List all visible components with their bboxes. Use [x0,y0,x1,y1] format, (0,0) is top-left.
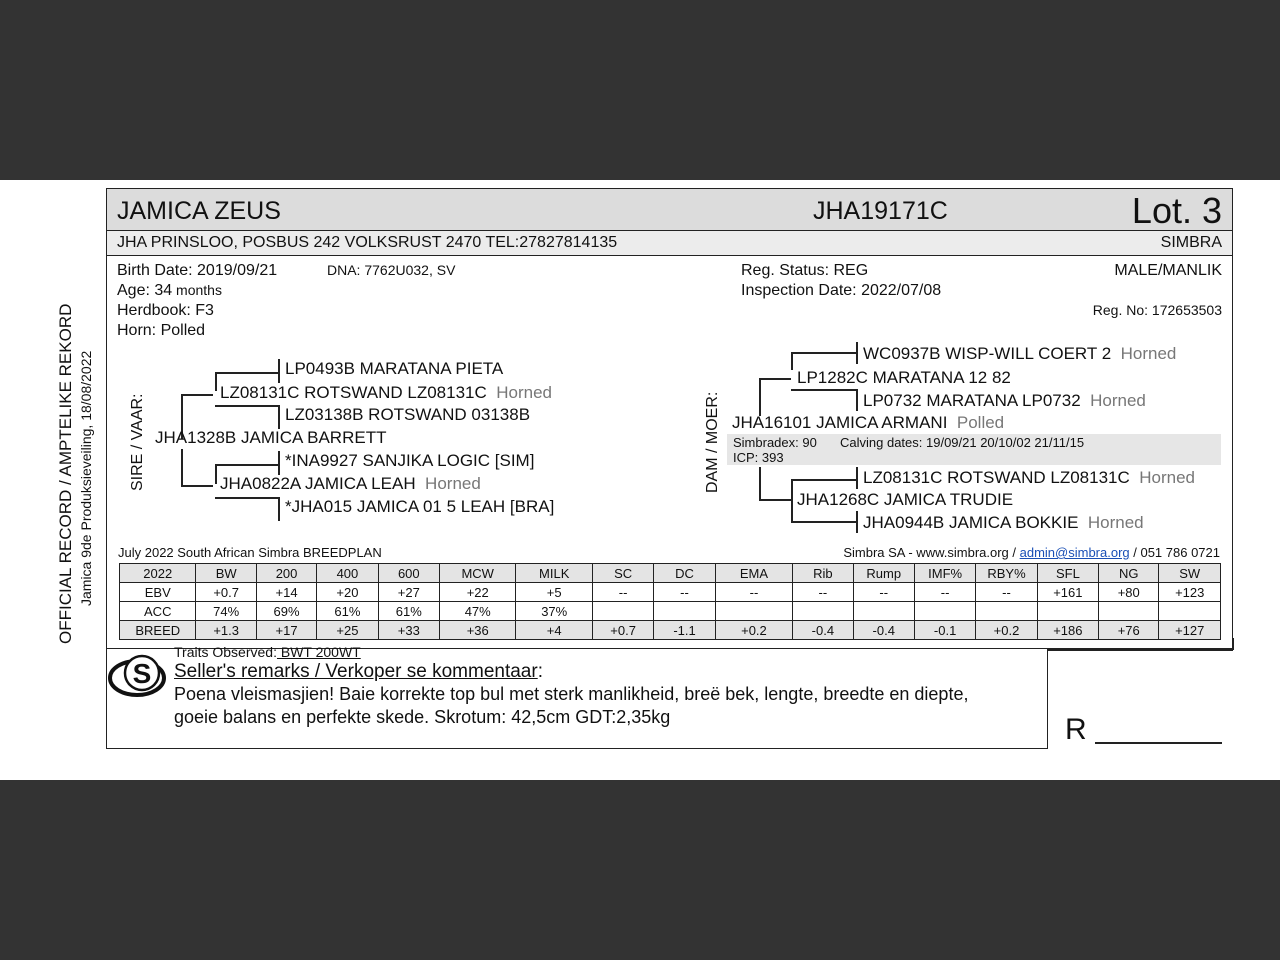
pedigree-line [215,372,278,374]
dam-simbradex: Simbradex: 90 [733,435,817,450]
sire-sire-sire: LP0493B MARATANA PIETA [285,359,504,378]
acc-cell [914,602,975,621]
acc-cell: 61% [378,602,439,621]
acc-cell [1099,602,1159,621]
sire-sire: LZ08131C ROTSWAND LZ08131C Horned [220,383,552,402]
pedigree-line [215,464,217,484]
ebv-cell: +0.7 [196,583,256,602]
simbra-logo-letter: S [132,658,152,689]
dam-label: DAM / MOER: [704,391,721,493]
acc-cell: 47% [439,602,515,621]
pedigree-line [278,405,280,429]
pedigree-line [278,359,280,383]
owner-bar [107,231,1232,256]
dam-sire-dam: LP0732 MARATANA LP0732 Horned [863,391,1146,410]
acc-cell: 37% [516,602,592,621]
header-cell: Rump [853,564,914,583]
ebv-cell: +20 [317,583,378,602]
pedigree-line [791,389,856,391]
remarks-line-1: Poena vleismasjien! Baie korrekte top bul met sterk manlikheid, breë bek, lengte, breedte en diepte, [174,684,969,704]
breed-cell: +36 [439,621,515,640]
pedigree-line [791,352,793,370]
email-link[interactable]: admin@simbra.org [1019,545,1130,560]
breed-cell: -0.1 [914,621,975,640]
acc-cell: 74% [196,602,256,621]
breed-cell: -0.4 [853,621,914,640]
breed-cell: -1.1 [654,621,715,640]
pedigree-line [215,464,278,466]
pedigree-line [791,479,856,481]
pedigree-line [856,342,858,364]
header-cell: Rib [793,564,853,583]
acc-cell: 69% [256,602,316,621]
pedigree-line [278,497,280,521]
sire-sire-dam: LZ03138B ROTSWAND 03138B [285,405,531,424]
ebv-table [119,563,1221,640]
auction-label: Jamica 9de Produksieveiling, 18/08/2022 [78,350,94,606]
title-bar [107,189,1232,231]
dam: JHA16101 JAMICA ARMANI Polled [732,413,1005,432]
breed-cell: +127 [1159,621,1221,640]
breed-row [120,621,1221,640]
acc-cell [853,602,914,621]
dam-sire: LP1282C MARATANA 12 82 [797,368,1011,387]
dam-stats-box [727,434,1221,465]
ebv-cell: +123 [1159,583,1221,602]
breed-cell: +76 [1099,621,1159,640]
simbra-logo [108,653,166,699]
dam-dam-sire: LZ08131C ROTSWAND LZ08131C Horned [863,468,1195,487]
reg-number: Reg. No: 172653503 [1092,302,1222,318]
dam-icp: ICP: 393 [733,450,784,465]
dam-sire-sire: WC0937B WISP-WILL COERT 2 Horned [863,344,1177,363]
birth-date: Birth Date: 2019/09/21 [117,262,278,279]
sire: JHA1328B JAMICA BARRETT [155,428,387,447]
pedigree-line [856,511,858,533]
ebv-cell: -- [853,583,914,602]
ebv-cell: -- [654,583,715,602]
header-cell: SC [592,564,653,583]
inspection-date: Inspection Date: 2022/07/08 [741,282,942,299]
ebv-cell: +5 [516,583,592,602]
acc-row [120,602,1221,621]
header-cell: MCW [439,564,515,583]
ebv-cell: +161 [1037,583,1098,602]
breed-label: SIMBRA [1160,234,1222,251]
herdbook: Herdbook: F3 [117,302,214,319]
breedplan-caption: July 2022 South African Simbra BREEDPLAN [118,545,382,560]
breed-cell: +33 [378,621,439,640]
breed-cell: +0.2 [976,621,1037,640]
pedigree-line [791,352,856,354]
price-prefix: R [1065,713,1087,746]
pedigree-line [215,405,278,407]
breed-cell: +4 [516,621,592,640]
sire-dam-dam: *JHA015 JAMICA 01 5 LEAH [BRA] [285,497,555,516]
dam-dam-dam: JHA0944B JAMICA BOKKIE Horned [863,513,1144,532]
breed-cell: +0.2 [715,621,792,640]
dam-calving-dates: Calving dates: 19/09/21 20/10/02 21/11/15 [840,435,1085,450]
pedigree-line [791,521,856,523]
price-field[interactable] [1095,742,1222,744]
header-cell: MILK [516,564,592,583]
acc-cell [715,602,792,621]
pedigree-line [759,499,791,501]
header-cell: SFL [1037,564,1098,583]
ebv-cell: -- [793,583,853,602]
dam-dam: JHA1268C JAMICA TRUDIE [797,490,1014,509]
age: Age: 34 months [117,282,222,299]
pedigree-line [791,479,793,521]
pedigree-line [181,485,213,487]
header-cell: NG [1099,564,1159,583]
pedigree-line [215,372,217,391]
header-cell: BW [196,564,256,583]
dna-info: DNA: 7762U032, SV [327,262,456,278]
pedigree-line [759,467,761,499]
ebv-cell: +14 [256,583,316,602]
ebv-cell: -- [976,583,1037,602]
header-cell: EMA [715,564,792,583]
lot-card [106,188,1233,649]
header-cell: RBY% [976,564,1037,583]
sex: MALE/MANLIK [1114,262,1222,279]
ebv-cell: EBV [120,583,196,602]
acc-cell [1159,602,1221,621]
breed-cell: +186 [1037,621,1098,640]
price-box-divider [1047,650,1048,749]
header-cell: 400 [317,564,378,583]
breed-cell: +1.3 [196,621,256,640]
sire-label: SIRE / VAAR: [129,393,146,491]
breedplan-contact: Simbra SA - www.simbra.org / admin@simbra.org / 051 786 0721 [843,545,1220,560]
reg-status: Reg. Status: REG [741,262,869,279]
breed-cell: +25 [317,621,378,640]
owner-details: JHA PRINSLOO, POSBUS 242 VOLKSRUST 2470 TEL:27827814135 [117,234,618,251]
header-cell: IMF% [914,564,975,583]
traits-observed: Traits Observed: BWT 200WT [174,644,361,660]
acc-cell: ACC [120,602,196,621]
breed-cell: -0.4 [793,621,853,640]
horn-status: Horn: Polled [117,322,206,339]
header-cell: SW [1159,564,1221,583]
acc-cell: 61% [317,602,378,621]
ebv-cell: +22 [439,583,515,602]
animal-id: JHA19171C [813,197,948,225]
breed-cell: BREED [120,621,196,640]
pedigree-line [759,378,791,380]
ebv-cell: -- [914,583,975,602]
sire-dam-sire: *INA9927 SANJIKA LOGIC [SIM] [285,451,535,470]
header-cell: 200 [256,564,316,583]
pedigree-line [278,451,280,475]
official-record-label: OFFICIAL RECORD / AMPTELIKE REKORD [56,303,75,644]
price-box-top-line [1047,649,1233,651]
pedigree-line [181,394,213,396]
pedigree-line [181,449,183,486]
acc-cell [654,602,715,621]
pedigree-line [856,467,858,489]
ebv-cell: -- [592,583,653,602]
header-cell: 600 [378,564,439,583]
remarks-line-2: goeie balans en perfekte skede. Skrotum: 42,5cm GDT:2,35kg [174,707,671,727]
acc-cell [592,602,653,621]
ebv-cell: -- [715,583,792,602]
acc-cell [1037,602,1098,621]
price-box-right-line [1232,638,1234,650]
sire-dam: JHA0822A JAMICA LEAH Horned [220,474,481,493]
ebv-cell: +80 [1099,583,1159,602]
ebv-cell: +27 [378,583,439,602]
pedigree-line [759,378,761,416]
breed-cell: +17 [256,621,316,640]
header-cell: DC [654,564,715,583]
animal-name: JAMICA ZEUS [117,197,281,225]
catalogue-sheet [0,180,1280,780]
ebv-row [120,583,1221,602]
pedigree-line [856,389,858,411]
header-cell: 2022 [120,564,196,583]
acc-cell [793,602,853,621]
pedigree-line [215,497,278,499]
lot-number: Lot. 3 [1131,190,1222,231]
remarks-heading: Seller's remarks / Verkoper se kommentaar: [174,661,543,682]
ebv-header-row [120,564,1221,583]
breed-cell: +0.7 [592,621,653,640]
acc-cell [976,602,1037,621]
